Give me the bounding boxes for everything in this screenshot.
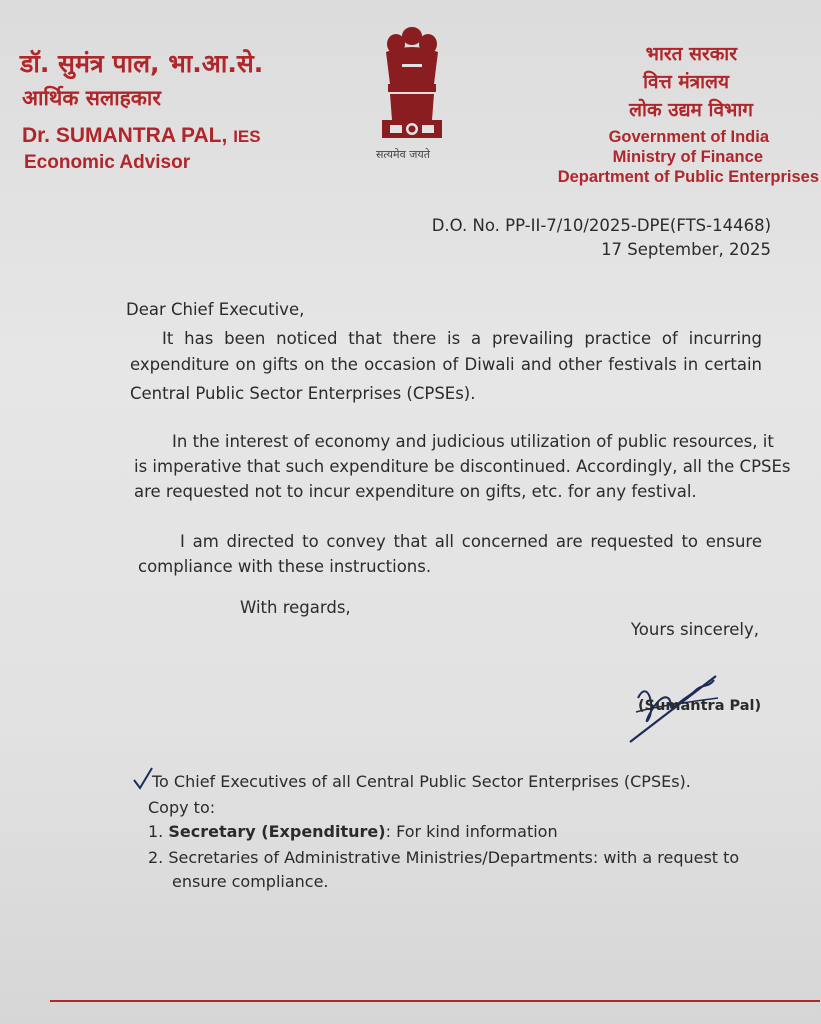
- copy-item-2-text: Secretaries of Administrative Ministries/Departments: with a request to: [168, 848, 740, 867]
- distribution-to: To Chief Executives of all Central Public Sector Enterprises (CPSEs).: [152, 772, 691, 791]
- reference-number: D.O. No. PP-II-7/10/2025-DPE(FTS-14468): [431, 216, 771, 235]
- para2-line2: is imperative that such expenditure be discontinued. Accordingly, all the CPSEs: [134, 457, 791, 476]
- sender-name: [22, 124, 261, 148]
- department-hindi-line3: लोक उद्यम विभाग: [629, 99, 753, 121]
- copy-item-2-cont: ensure compliance.: [172, 872, 329, 891]
- copy-item-2: [148, 848, 739, 867]
- department-line3: Department of Public Enterprises: [557, 168, 819, 186]
- reference-date: 17 September, 2025: [601, 240, 771, 259]
- copy-item-1-purpose: : For kind information: [385, 822, 558, 841]
- para3-line1: I am directed to convey that all concerned are requested to ensure: [180, 532, 762, 551]
- para1-line1: It has been noticed that there is a prevailing practice of incurring: [162, 329, 762, 348]
- closing: Yours sincerely,: [630, 620, 759, 639]
- sender-name-hindi: डॉ. सुमंत्र पाल, भा.आ.से.: [20, 49, 264, 78]
- department-hindi-line2: वित्त मंत्रालय: [643, 71, 729, 93]
- para2-line3: are requested not to incur expenditure on gifts, etc. for any festival.: [134, 482, 697, 501]
- para1-line3: Central Public Sector Enterprises (CPSEs).: [130, 384, 476, 403]
- department-line2: Ministry of Finance: [612, 148, 763, 166]
- salutation: Dear Chief Executive,: [126, 300, 305, 319]
- department-hindi-line1: भारत सरकार: [645, 43, 737, 65]
- emblem-motto: सत्यमेव जयते: [376, 148, 431, 161]
- sender-title-hindi: आर्थिक सलाहकार: [22, 86, 161, 110]
- department-line1: Government of India: [608, 128, 769, 146]
- copy-to-label: Copy to:: [148, 798, 216, 817]
- copy-item-2-num: 2.: [148, 848, 164, 867]
- copy-item-1-recipient: Secretary (Expenditure): [168, 822, 386, 841]
- copy-item-1-num: 1.: [148, 822, 164, 841]
- sender-name-text: Dr. SUMANTRA PAL,: [22, 124, 228, 147]
- sender-service: IES: [233, 127, 261, 146]
- check-mark-icon: [132, 766, 154, 794]
- sender-title: Economic Advisor: [24, 152, 191, 173]
- signatory-name: (Sumantra Pal): [638, 698, 762, 714]
- footer-divider: [50, 1000, 820, 1002]
- para2-line1: In the interest of economy and judicious utilization of public resources, it: [172, 432, 774, 451]
- regards: With regards,: [240, 598, 351, 617]
- para1-line2: expenditure on gifts on the occasion of Diwali and other festivals in certain: [130, 355, 762, 374]
- copy-item-1: [148, 822, 558, 841]
- para3-line2: compliance with these instructions.: [138, 557, 432, 576]
